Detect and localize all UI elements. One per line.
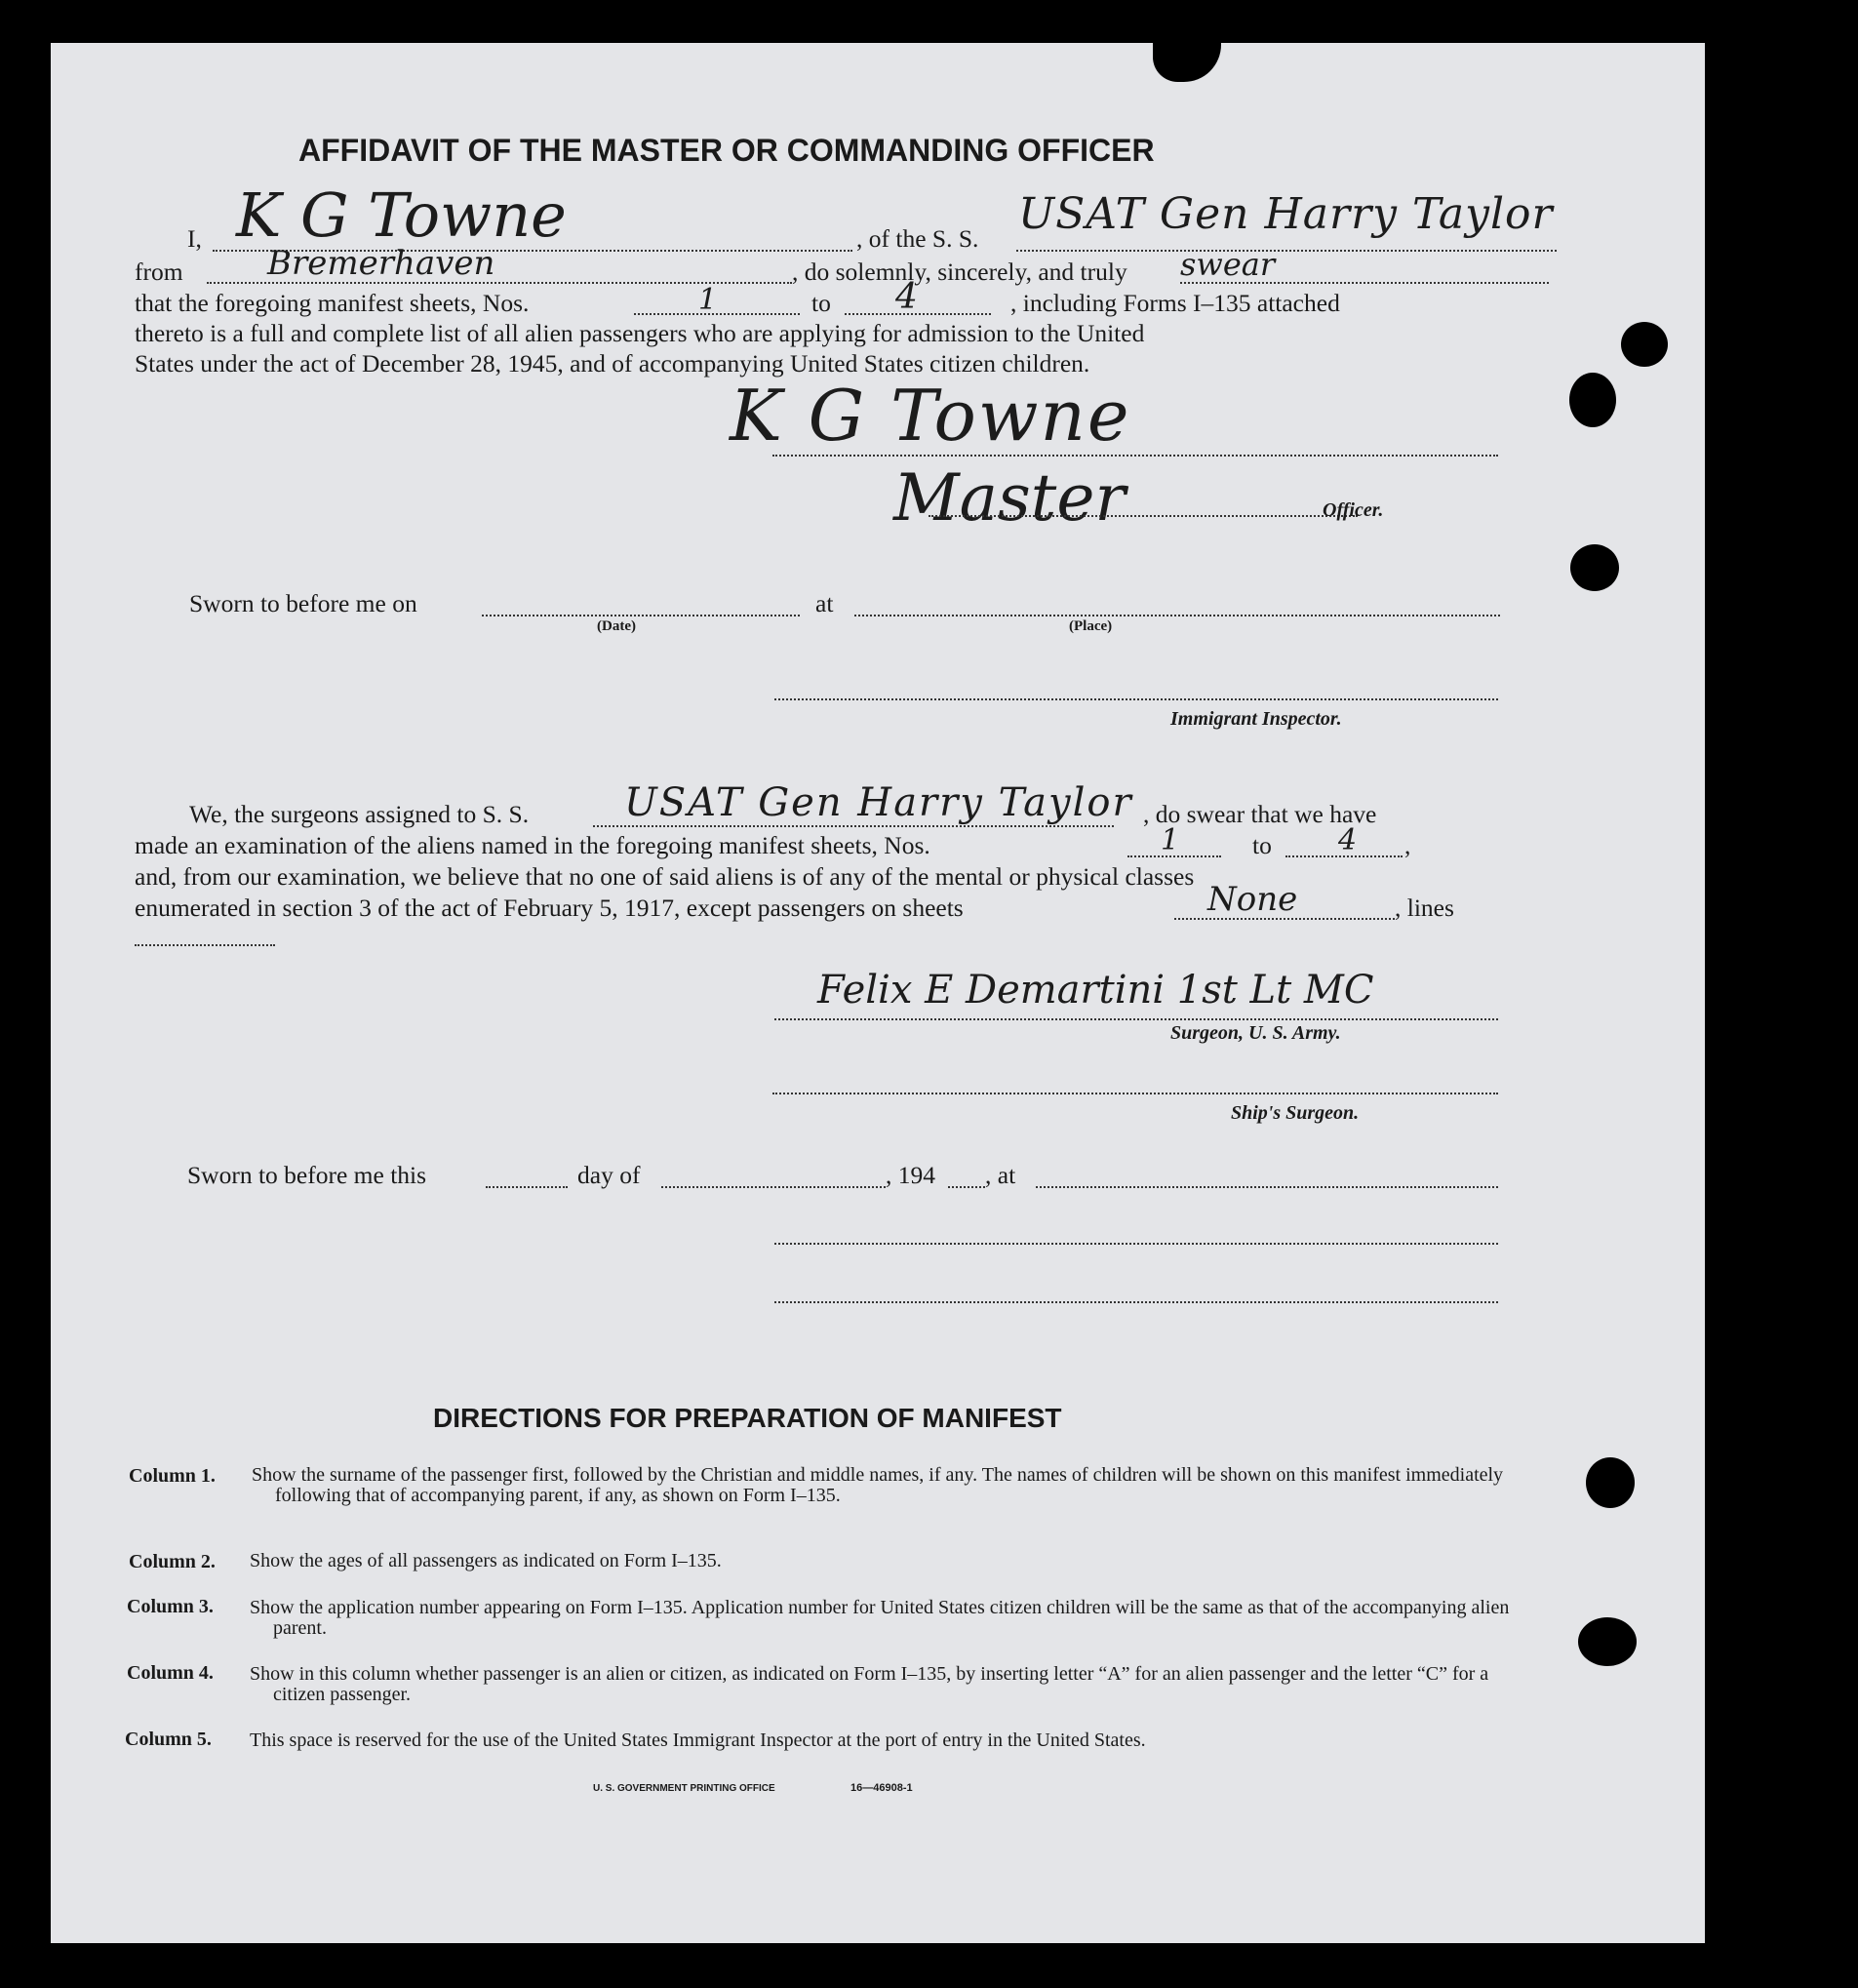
affidavit-line-4: States under the act of December 28, 1945, and of accompanying United States citizen children. bbox=[135, 349, 1090, 378]
ship-field-line bbox=[1016, 250, 1557, 252]
torn-corner bbox=[1153, 43, 1221, 82]
except-lines-line bbox=[135, 944, 275, 946]
column-5-label: Column 5. bbox=[125, 1729, 212, 1750]
port-of-departure: Bremerhaven bbox=[267, 244, 495, 283]
column-2-text: Show the ages of all passengers as indicated on Form I–135. bbox=[250, 1550, 722, 1571]
column-3-text: Show the application number appearing on Form I–135. Application number for United States citizen children will be the same as that of the accompanying alien parent. bbox=[250, 1597, 1510, 1639]
day-of-text: day of bbox=[577, 1161, 641, 1189]
sworn-date-line bbox=[482, 615, 800, 616]
sworn-this-text: Sworn to before me this bbox=[187, 1161, 427, 1189]
punch-hole bbox=[1578, 1617, 1637, 1666]
inspector-signature-line bbox=[774, 698, 1498, 700]
punch-hole bbox=[1569, 373, 1616, 427]
sheet-from-value: 1 bbox=[698, 283, 718, 317]
sheet-to-value: 4 bbox=[895, 277, 918, 317]
master-signature: K G Towne bbox=[730, 375, 1131, 457]
officer-signature-line-1 bbox=[774, 1243, 1498, 1245]
master-name: K G Towne bbox=[236, 179, 567, 251]
word-solemnly: , do solemnly, sincerely, and truly bbox=[792, 258, 1127, 286]
rank-line bbox=[929, 515, 1358, 517]
surgeons-line-3: and, from our examination, we believe that no one of said aliens is of any of the mental or physical classes bbox=[135, 862, 1195, 891]
affidavit-line-3: thereto is a full and complete list of all alien passengers who are applying for admission to the United bbox=[135, 319, 1145, 347]
surgeon-ship-name: USAT Gen Harry Taylor bbox=[624, 780, 1133, 825]
form-code: 16—46908-1 bbox=[850, 1782, 913, 1794]
army-surgeon-signature: Felix E Demartini 1st Lt MC bbox=[817, 968, 1374, 1013]
word-i: I, bbox=[187, 224, 202, 253]
punch-hole bbox=[1570, 544, 1619, 591]
surgeon-sheet-from: 1 bbox=[1161, 823, 1180, 857]
word-from: from bbox=[135, 258, 183, 286]
sworn-month-line bbox=[661, 1186, 886, 1188]
officer-label: Officer. bbox=[1323, 499, 1384, 521]
except-sheets-value: None bbox=[1207, 880, 1298, 919]
surgeons-line-2a: made an examination of the aliens named in the foregoing manifest sheets, Nos. bbox=[135, 831, 930, 859]
sheet-to-line bbox=[845, 313, 991, 315]
sworn-place-line bbox=[854, 615, 1500, 616]
sworn-on-text: Sworn to before me on bbox=[189, 589, 417, 617]
surgeons-line-2b: , bbox=[1404, 831, 1411, 859]
column-3-label: Column 3. bbox=[127, 1596, 214, 1617]
master-rank: Master bbox=[893, 460, 1126, 536]
oath-word: swear bbox=[1180, 246, 1276, 283]
officer-signature-line-2 bbox=[774, 1301, 1498, 1303]
word-of-ss: , of the S. S. bbox=[856, 224, 979, 253]
sheets-text-a: that the foregoing manifest sheets, Nos. bbox=[135, 289, 530, 317]
army-surgeon-label: Surgeon, U. S. Army. bbox=[1170, 1022, 1341, 1044]
ship-surgeon-line bbox=[772, 1093, 1498, 1094]
surgeon-ship-line bbox=[593, 825, 1114, 827]
year-text: , 194 bbox=[886, 1161, 935, 1189]
column-1-text: Show the surname of the passenger first, followed by the Christian and middle names, if any. The names of children will be shown on this manifest immediately following that of accompanying parent, if any, as shown on Form I–135. bbox=[252, 1464, 1504, 1506]
surgeons-line-1a: We, the surgeons assigned to S. S. bbox=[189, 800, 530, 828]
sheets-text-b: , including Forms I–135 attached bbox=[1010, 289, 1340, 317]
immigrant-inspector-label: Immigrant Inspector. bbox=[1170, 708, 1342, 730]
column-4-label: Column 4. bbox=[127, 1662, 214, 1684]
signature-line bbox=[772, 455, 1498, 457]
sworn-at-line bbox=[1036, 1186, 1498, 1188]
ship-surgeon-label: Ship's Surgeon. bbox=[1231, 1102, 1360, 1124]
surgeons-line-4b: , lines bbox=[1395, 894, 1454, 922]
place-caption: (Place) bbox=[1069, 618, 1113, 634]
punch-hole bbox=[1621, 322, 1668, 367]
at-text: , at bbox=[985, 1161, 1016, 1189]
column-5-text: This space is reserved for the use of the United States Immigrant Inspector at the port of entry in the United States. bbox=[250, 1730, 1146, 1751]
surgeons-line-1b: , do swear that we have bbox=[1143, 800, 1377, 828]
document-page bbox=[51, 43, 1705, 1943]
word-to: to bbox=[811, 289, 831, 317]
sworn-year-line bbox=[948, 1186, 985, 1188]
punch-hole bbox=[1586, 1457, 1635, 1508]
column-2-label: Column 2. bbox=[129, 1551, 216, 1572]
column-1-label: Column 1. bbox=[129, 1465, 216, 1487]
column-4-text: Show in this column whether passenger is an alien or citizen, as indicated on Form I–135, by inserting letter “A” for an alien passenger and the letter “C” for a citizen passenger. bbox=[250, 1663, 1489, 1705]
master-ship-name: USAT Gen Harry Taylor bbox=[1018, 189, 1554, 239]
surgeons-word-to: to bbox=[1252, 831, 1272, 859]
surgeons-line-4a: enumerated in section 3 of the act of February 5, 1917, except passengers on sheets bbox=[135, 894, 964, 922]
sworn-day-line bbox=[486, 1186, 568, 1188]
affidavit-title: AFFIDAVIT OF THE MASTER OR COMMANDING OFFICER bbox=[298, 133, 1155, 168]
word-at: at bbox=[815, 589, 834, 617]
date-caption: (Date) bbox=[597, 618, 636, 634]
directions-title: DIRECTIONS FOR PREPARATION OF MANIFEST bbox=[433, 1403, 1062, 1433]
army-surgeon-line bbox=[774, 1018, 1498, 1020]
surgeon-sheet-to: 4 bbox=[1338, 823, 1358, 857]
printing-office: U. S. GOVERNMENT PRINTING OFFICE bbox=[593, 1783, 775, 1794]
